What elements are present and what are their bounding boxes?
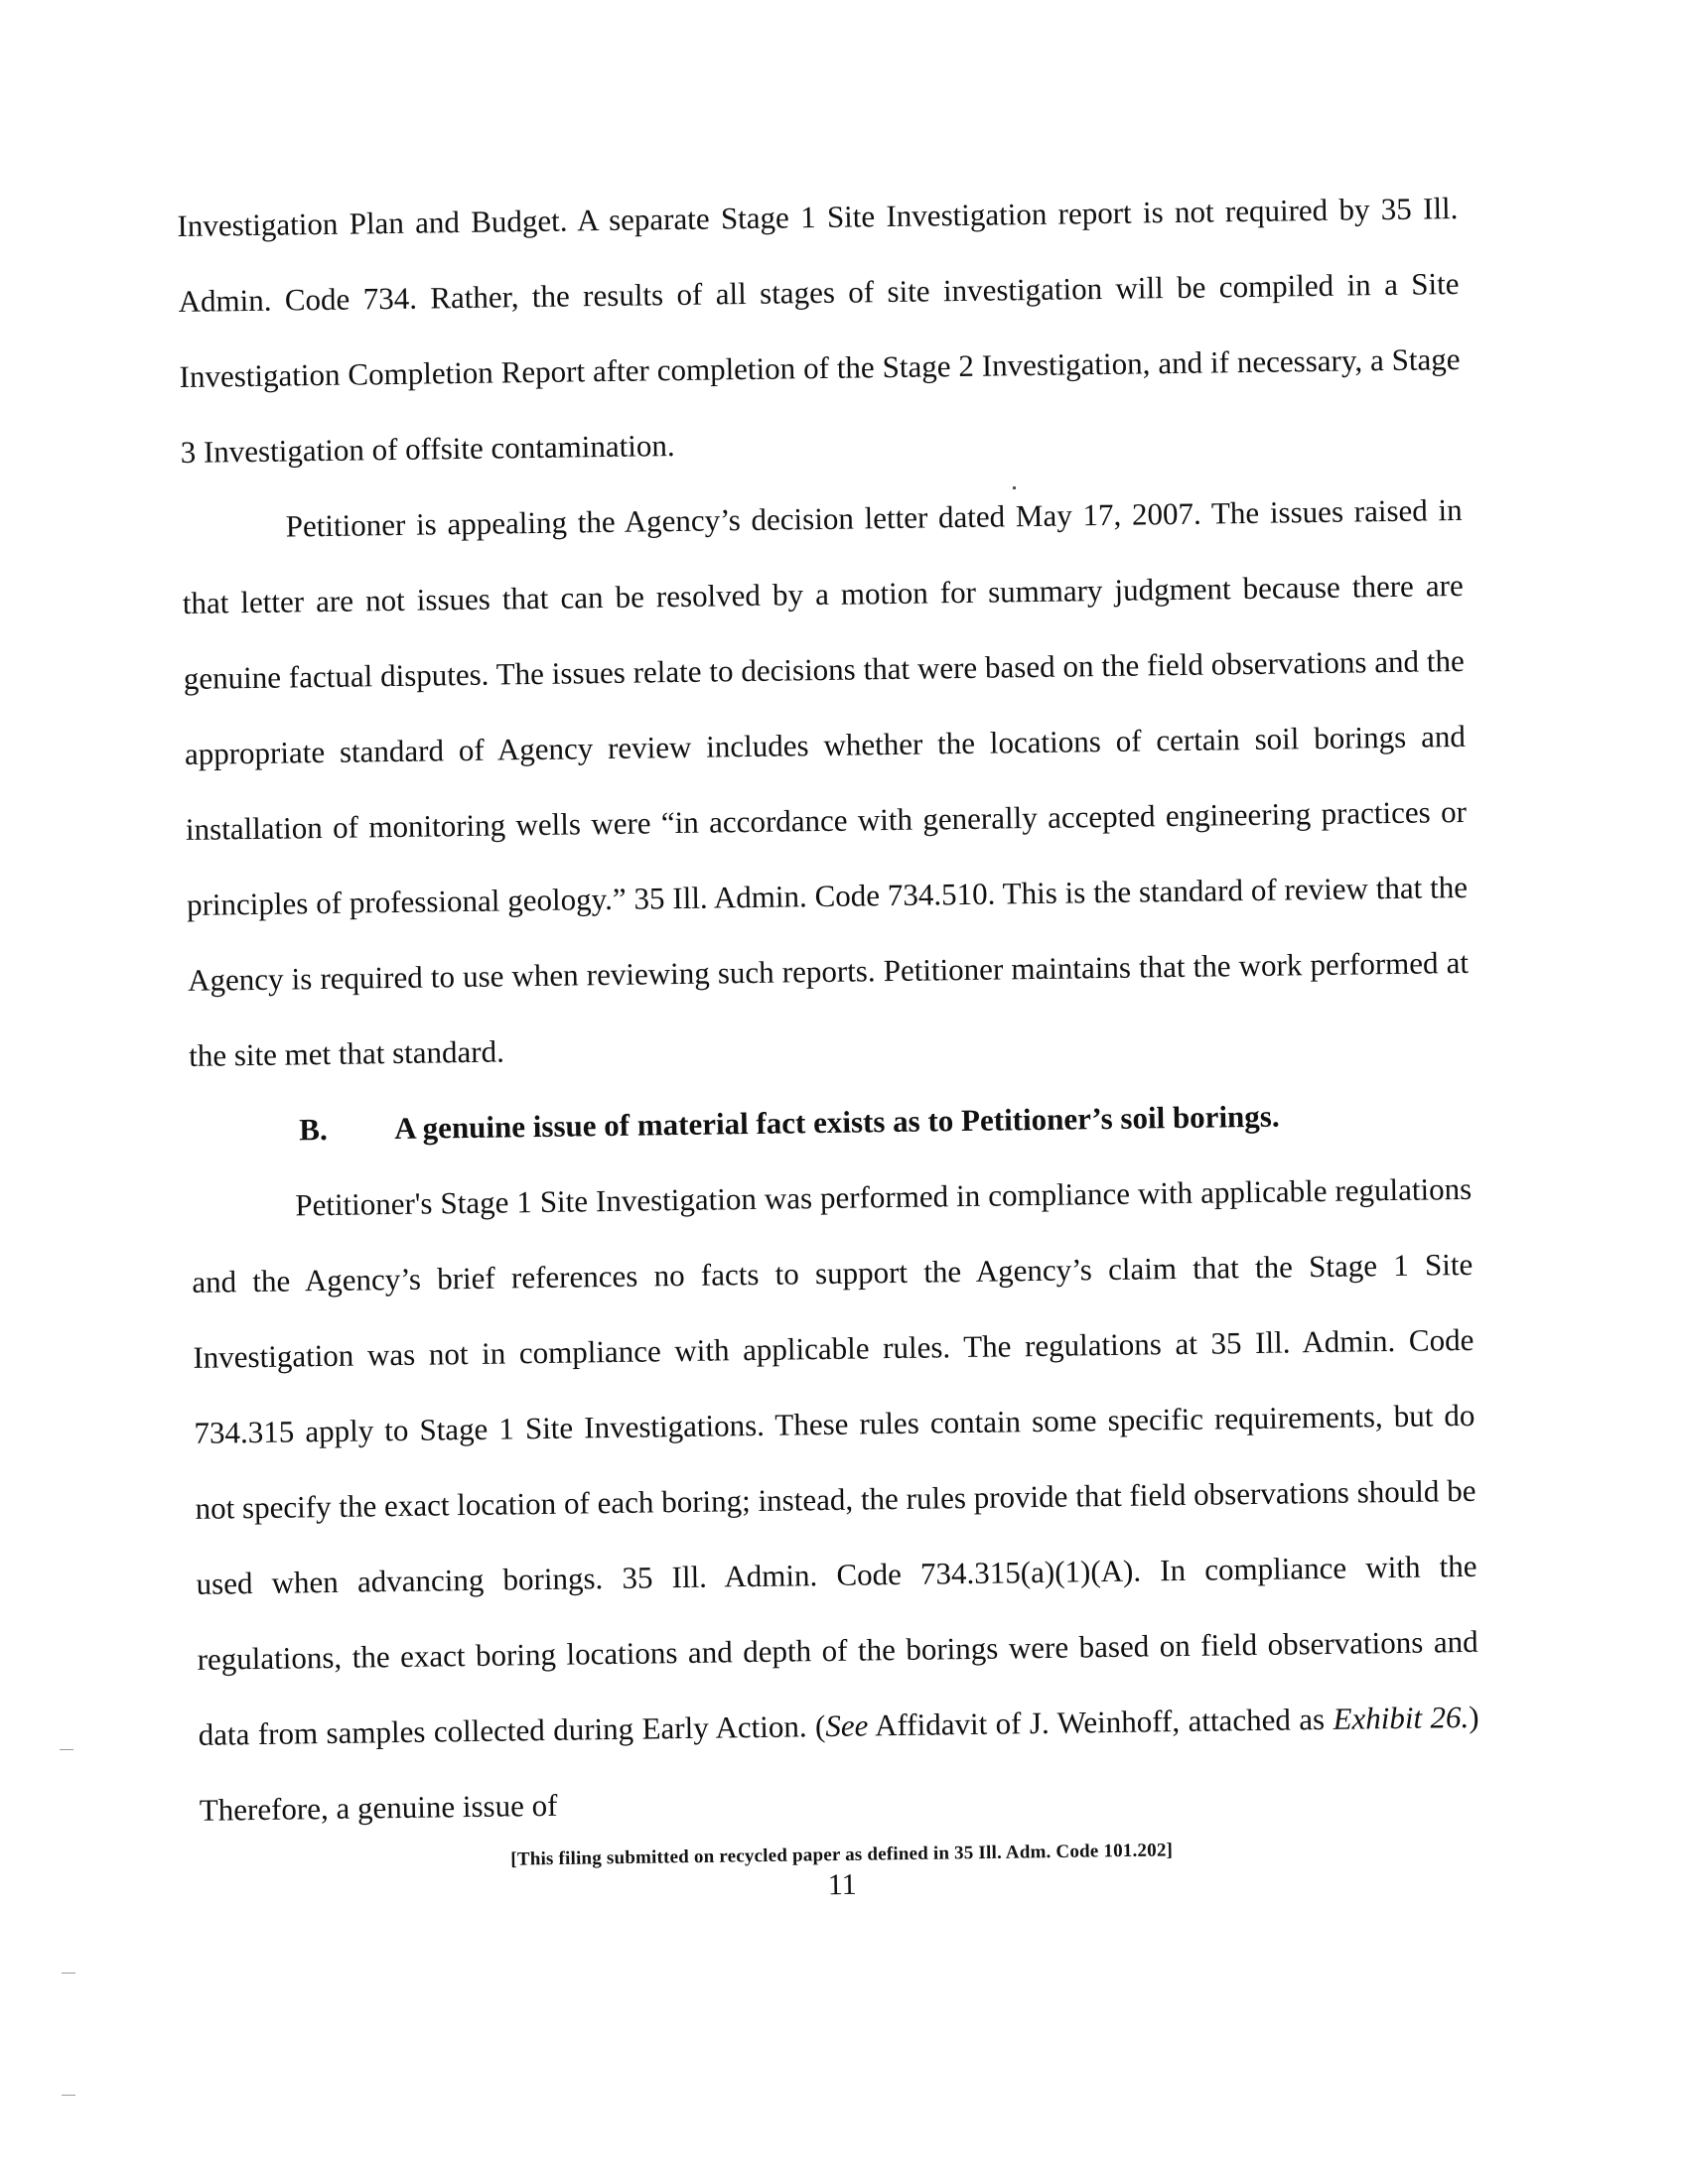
body-text <box>177 171 1480 1848</box>
paragraph-soil-borings <box>191 1152 1480 1848</box>
paragraph-continuation: Investigation Plan and Budget. A separate Stage 1 Site Investigation report is not required by 35 Ill. Admin. Code 734. Rather, the results of all stages of site investigation will be compiled in a Site Investigation Completion Report after completion of the Stage 2 Investigation, and if necessary, a Stage 3 Investigation of offsite contamination. <box>177 190 1461 470</box>
section-heading-letter: B. <box>299 1111 328 1148</box>
page-number: 11 <box>827 1867 857 1902</box>
scan-mark <box>60 1749 73 1750</box>
scan-mark <box>62 2095 75 2096</box>
paragraph-affidavit-text: Affidavit of J. Weinhoff, attached as <box>868 1701 1333 1743</box>
paragraph-closing-text: ) Therefore, a genuine issue of <box>199 1699 1479 1828</box>
paragraph-soil-borings-text: Petitioner's Stage 1 Site Investigation was performed in compliance with applicable regulations and the Agency’s brief references no facts to support the Agency’s claim that the Stage 1 Site Investigation was not in compliance with applicable rules. The regulations at 35 Ill. Admin. Code 734.315 apply to Stage 1 Site Investigations. These rules contain some specific requirements, but do not specify the exact location of each boring; instead, the rules provide that field observations should be used when advancing borings. 35 Ill. Admin. Code 734.315(a)(1)(A). In compliance with the regulations, the exact boring locations and depth of the borings were based on field observations and data from samples collected during Early Action. ( <box>192 1170 1478 1752</box>
scan-mark <box>1013 486 1016 489</box>
scan-mark <box>62 1973 75 1974</box>
section-heading-text: A genuine issue of material fact exists as to Petitioner’s soil borings. <box>393 1098 1280 1147</box>
recycled-paper-note: [This filing submitted on recycled paper as defined in 35 Ill. Adm. Code 101.202] <box>510 1840 1174 1870</box>
exhibit-reference: Exhibit 26. <box>1333 1699 1470 1736</box>
paragraph-appeal: Petitioner is appealing the Agency’s decision letter dated May 17, 2007. The issues raised in that letter are not issues that can be resolved by a motion for summary judgment because there are genuine factual disputes. The issues relate to decisions that were based on the field observations and the appropriate standard of Agency review includes whether the locations of certain soil borings and installation of monitoring wells were “in accordance with generally accepted engineering practices or principles of professional geology.” 35 Ill. Admin. Code 734.510. This is the standard of review that the Agency is required to use when reviewing such reports. Petitioner maintains that the work performed at the site met that standard. <box>182 491 1470 1073</box>
citation-see: See <box>825 1707 869 1744</box>
